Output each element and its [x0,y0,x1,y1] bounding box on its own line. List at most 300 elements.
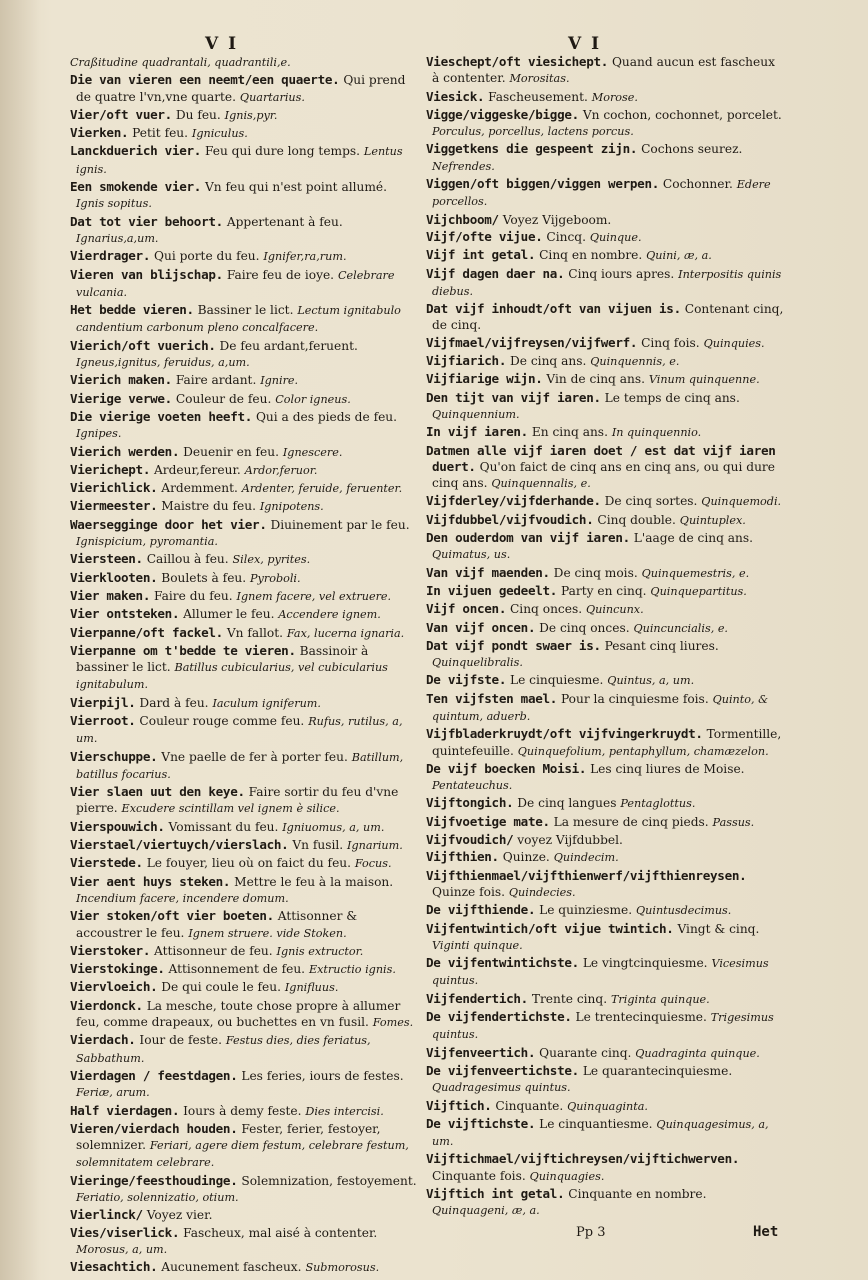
dictionary-entry [70,1259,418,1276]
dictionary-entry [426,1063,784,1097]
entry-latin: Fomes. [372,1016,414,1030]
entry-french: Quinze fois. [432,884,505,899]
entry-latin: Quinquepartitus. [650,584,747,598]
entry-french: L'aage de cinq ans. [633,531,754,546]
dictionary-entry [70,391,418,408]
dictionary-entry [426,176,784,211]
entry-latin: Quinquemestris, e. [641,566,750,580]
entry-latin: Dies intercisi. [305,1104,384,1118]
entry-french: Qui porte du feu. [153,249,260,264]
entry-headword: Vijfenveertich. [426,1044,536,1060]
entry-latin: In quinquennio. [611,426,702,440]
dictionary-entry [70,998,418,1032]
entry-french: Caillou à feu. [146,552,229,567]
dictionary-entry [70,409,418,443]
entry-headword: Dat vijf pondt swaer is. [426,637,601,653]
entry-latin: Igneus,ignitus, feruidus, a,um. [76,356,250,370]
entry-french: Le temps de cinq ans. [604,390,740,405]
dictionary-entry [426,530,784,564]
dictionary-entry [426,54,784,88]
dictionary-entry [70,302,418,337]
dictionary-entry [426,229,784,246]
entry-french: Couleur rouge comme feu. [139,713,305,728]
dictionary-entry [70,874,418,908]
entry-headword: Vierklooten. [70,569,158,585]
entry-french: La mesure de cinq pieds. [553,814,709,829]
entry-french: Cinquante. [495,1098,564,1113]
entry-latin: Quinquennium. [432,407,520,421]
entry-headword: Vierschuppe. [70,748,158,764]
entry-french: Le trentecinquiesme. [575,1010,707,1025]
entry-french: Attisonneur de feu. [153,943,273,958]
entry-headword: Vies/viserlick. [70,1224,180,1240]
entry-french: Le quarantecinquiesme. [582,1063,733,1078]
entry-french: Vomissant du feu. [168,819,279,834]
entry-headword: Datmen alle vijf iaren doet / est dat vijf iaren duert. [426,442,776,474]
entry-latin: Celebrare vulcania. [76,268,395,299]
dictionary-entry [426,849,784,866]
entry-french: Iour de feste. [139,1033,222,1048]
entry-french: De cinq langues [517,796,617,811]
entry-latin: Iaculum igniferum. [212,696,321,710]
dictionary-entry [426,1151,784,1185]
entry-french: Cinquante en nombre. [568,1187,707,1201]
entry-headword: De vijftichste. [426,1115,536,1131]
dictionary-entry [70,943,418,960]
entry-latin: Feriæ, arum. [76,1086,150,1100]
entry-headword: Vigge/viggeske/bigge. [426,106,579,122]
entry-headword: Vijfendertich. [426,990,528,1006]
entry-french: Faire feu de ioye. [226,267,335,282]
entry-headword: Vieren van blijschap. [70,266,223,282]
entry-french: Cinq en nombre. [539,248,643,263]
dictionary-entry [426,424,784,441]
entry-headword: Vijftich. [426,1097,492,1113]
entry-french: Aucunement fascheux. [161,1260,302,1275]
entry-headword: Viggetkens die gespeent zijn. [426,141,638,157]
entry-latin: Color igneus. [275,392,351,406]
entry-latin: Quadragesimus quintus. [432,1081,571,1095]
dictionary-entry [70,72,418,106]
entry-headword: Vierken. [70,125,129,141]
entry-french: Feu qui dure long temps. [204,144,361,159]
dictionary-entry [426,141,784,175]
dictionary-entry [70,338,418,372]
entry-french: Party en cinq. [560,583,647,598]
entry-headword: Vier aent huys steken. [70,873,231,889]
entry-latin: Igniculus. [191,127,248,141]
right-column [426,54,784,1221]
entry-french: Cochons seurez. [641,142,743,157]
entry-latin: Lectum ignitabulo candentium carbonum pleno concalfacere. [76,304,401,335]
entry-french: Quarante cinq. [539,1045,632,1060]
entry-headword: Vijfmael/vijfreysen/vijfwerf. [426,334,638,350]
entry-latin: Ignem struere. vide Stoken. [188,926,347,940]
entry-headword: Vijftichmael/vijftichreysen/vijftichwerven. [426,1151,740,1167]
dictionary-entry [426,390,784,424]
entry-headword: Vier stoken/oft vier boeten. [70,908,274,924]
entry-headword: Vijfderley/vijfderhande. [426,493,601,509]
entry-headword: Vierdonck. [70,997,143,1013]
entry-french: Le cinquantiesme. [539,1116,653,1131]
entry-latin: Ignifer,ra,rum. [263,250,347,264]
dictionary-entry [70,1068,418,1102]
entry-french: Pour la cinquiesme fois. [560,691,709,706]
entry-french: Trente cinq. [531,991,608,1006]
dictionary-entry [70,551,418,568]
dictionary-entry [70,143,418,178]
entry-latin: Quinto, & quintum, aduerb. [432,692,769,723]
entry-headword: Viggen/oft biggen/viggen werpen. [426,176,660,192]
entry-headword: De vijfste. [426,672,507,688]
entry-latin: Batillus cubicularius, vel cubicularius ignitabulum. [76,661,388,692]
entry-latin: Quinquies. [703,336,765,350]
entry-french: Dard à feu. [139,695,209,710]
dictionary-entry [70,267,418,302]
entry-latin: Incendium facere, incendere domum. [76,891,289,905]
entry-headword: Viervloeich. [70,979,158,995]
entry-latin: Fax, lucerna ignaria. [286,626,405,640]
entry-latin: Batillum, batillus focarius. [76,750,404,781]
entry-french: Cinq fois. [641,335,700,350]
entry-french: Du feu. [175,107,221,122]
dictionary-entry [70,695,418,712]
dictionary-entry [70,372,418,389]
entry-latin: Pentaglottus. [620,797,696,811]
entry-headword: Vijftongich. [426,795,514,811]
entry-headword: Vijfiarige wijn. [426,371,543,387]
entry-headword: Vierstoker. [70,942,151,958]
dictionary-entry [70,588,418,605]
catchword: Het [753,1224,779,1240]
entry-headword: Vierstede. [70,855,143,871]
entry-headword: Vieringe/feesthoudinge. [70,1172,238,1188]
dictionary-entry [426,107,784,141]
entry-headword: Viesick. [426,88,485,104]
dictionary-entry [70,819,418,836]
dictionary-entry [70,248,418,265]
entry-headword: Vijfiarich. [426,353,507,369]
entry-french: Appertenant à feu. [226,214,343,229]
entry-latin: Nefrendes. [432,159,495,173]
entry-french: Ardemment. [161,481,238,496]
dictionary-entry [70,961,418,978]
entry-latin: Ignis sopitus. [76,197,152,211]
entry-headword: Vierige verwe. [70,390,172,406]
dictionary-entry [70,107,418,124]
entry-french: Cinq onces. [509,602,583,617]
entry-headword: Viesachtich. [70,1259,158,1275]
dictionary-entry [426,955,784,990]
entry-headword: Vierpanne/oft fackel. [70,624,223,640]
entry-latin: Silex, pyrites. [232,553,311,567]
entry-french: Vn cochon, cochonnet, porcelet. [582,107,782,122]
entry-headword: Vijf int getal. [426,247,536,263]
dictionary-entry [426,1045,784,1062]
entry-french: De cinq ans. [509,354,587,369]
entry-headword: De vijfendertichste. [426,1009,572,1025]
entry-headword: Vierich/oft vuerich. [70,337,216,353]
entry-french: Allumer le feu. [183,607,275,622]
entry-latin: Quinquennis, e. [590,355,680,369]
dictionary-entry [426,512,784,529]
dictionary-entry [426,921,784,955]
dictionary-entry [426,212,784,228]
dictionary-entry [70,179,418,213]
dictionary-entry [70,1121,418,1172]
left-column [70,54,418,1277]
dictionary-entry [426,583,784,600]
entry-latin: Quini, æ, a. [646,249,712,263]
entry-latin: Passus. [712,815,755,829]
entry-french: De feu ardant,feruent. [219,338,358,353]
entry-headword: Een smokende vier. [70,179,202,195]
entry-latin: Ignis,pyr. [224,108,278,122]
entry-headword: Ten vijfsten mael. [426,690,558,706]
dictionary-entry [426,991,784,1008]
entry-headword: Viersteen. [70,551,143,567]
entry-headword: Het bedde vieren. [70,302,194,318]
entry-headword: De vijfentwintichste. [426,955,579,971]
entry-latin: Quinquagies. [529,1169,605,1183]
entry-french: Solemnization, festoyement. [241,1173,417,1188]
entry-latin: Submorosus. [305,1261,380,1275]
entry-headword: Vijfbladerkruydt/oft vijfvingerkruydt. [426,726,703,742]
entry-latin: Quinque. [589,230,642,244]
entry-french: Fascheux, mal aisé à contenter. [183,1225,378,1240]
entry-french: Faire ardant. [175,373,257,388]
entry-latin: Quincunx. [585,603,644,617]
entry-latin: Quartarius. [239,90,305,104]
dictionary-entry [70,498,418,515]
entry-latin: Lentus ignis. [76,145,403,176]
entry-french: Le cinquiesme. [509,673,604,688]
dictionary-entry [426,902,784,919]
entry-latin: Quinquelibralis. [432,656,523,670]
entry-latin: Quinquaginta. [567,1099,648,1113]
dictionary-entry [426,691,784,726]
entry-french: Ardeur,fereur. [153,462,241,477]
entry-headword: Vierstael/viertuych/vierslach. [70,837,289,853]
signature-mark: Pp 3 [576,1225,606,1240]
entry-french: Contenant cinq, de cinq. [432,302,784,333]
dictionary-entry [426,620,784,637]
entry-latin: Ignipes. [76,427,122,441]
entry-french: Le quinziesme. [539,903,633,918]
entry-latin: Interpositis quinis diebus. [432,267,782,298]
entry-latin: Quinquefolium, pentaphyllum, chamæzelon. [517,744,769,758]
dictionary-entry [70,1173,418,1207]
entry-latin: Edere porcellos. [432,178,771,209]
entry-latin: Quimatus, us. [432,548,511,562]
entry-french: Cinquante fois. [432,1168,526,1183]
entry-french: Attisonnement de feu. [168,962,306,977]
entry-french: Qui a des pieds de feu. [255,409,398,424]
entry-headword: Vijfvoetige mate. [426,813,550,829]
entry-headword: Van vijf oncen. [426,619,536,635]
entry-french: La mesche, toute chose propre à allumer feu, comme drapeaux, ou buchettes en vn fusil. [76,998,401,1030]
entry-headword: Vijchboom/ [426,211,499,227]
entry-headword: In vijf iaren. [426,424,528,440]
dictionary-entry [70,54,418,71]
dictionary-entry [70,1225,418,1259]
entry-latin: Ignescere. [282,445,343,459]
entry-headword: Van vijf maenden. [426,564,550,580]
dictionary-entry [70,713,418,748]
entry-headword: Vier ontsteken. [70,606,180,622]
entry-headword: Vijfthien. [426,849,499,865]
dictionary-entry [426,1186,784,1220]
entry-french: Cochonner. [662,177,733,192]
entry-french: Vn feu qui n'est point allumé. [204,180,387,195]
entry-french: Petit feu. [132,126,189,141]
entry-headword: Vierlinck/ [70,1207,143,1223]
entry-french: Cinq iours apres. [568,266,675,281]
entry-headword: Vijfthienmael/vijfthienwerf/vijfthienreysen. [426,867,747,883]
entry-latin: Excudere scintillam vel ignem è silice. [121,802,340,816]
entry-headword: Vieschept/oft viesichept. [426,54,609,69]
entry-french: De qui coule le feu. [161,980,281,995]
entry-latin: Morosus, a, um. [76,1242,168,1256]
entry-french: Quand aucun est fascheux à contenter. [432,55,775,86]
entry-french: Boulets à feu. [161,570,247,585]
entry-headword: Die van vieren een neemt/een quaerte. [70,72,340,88]
entry-latin: Ignipotens. [259,500,324,514]
entry-french: Qu'on faict de cinq ans en cinq ans, ou qui dure cinq ans. [432,459,775,491]
entry-french: Bassiner le lict. [197,303,294,318]
entry-headword: Vier maken. [70,587,151,603]
entry-latin: Ignire. [260,374,299,388]
dictionary-entry [70,480,418,497]
dictionary-entry [426,638,784,672]
entry-headword: Vijf oncen. [426,601,507,617]
entry-headword: Vijfentwintich/oft vijue twintich. [426,920,674,936]
entry-headword: Vijf/ofte vijue. [426,228,543,244]
entry-french: Les feries, iours de festes. [241,1068,404,1083]
dictionary-entry [426,493,784,510]
dictionary-entry [70,1207,418,1223]
entry-french: Diuinement par le feu. [270,517,410,532]
entry-french: Attisonner & accoustrer le feu. [76,909,358,940]
entry-latin: Festus dies, dies feriatus, Sabbathum. [76,1034,371,1065]
dictionary-entry [426,266,784,301]
entry-latin: Trigesimus quintus. [432,1011,774,1042]
entry-latin: Quinquemodi. [701,495,782,509]
dictionary-entry [426,795,784,812]
running-head-right: V I [568,34,602,54]
entry-french: Voyez vier. [146,1208,213,1223]
entry-headword: Vierdagen / feestdagen. [70,1067,238,1083]
dictionary-entry [70,837,418,854]
entry-latin: Triginta quinque. [610,992,710,1006]
entry-latin: Quintusdecimus. [636,904,732,918]
entry-headword: Vieren/vierdach houden. [70,1120,238,1136]
entry-headword: Vijfdubbel/vijfvoudich. [426,511,594,527]
dictionary-entry [426,353,784,370]
entry-latin: Ignis extructor. [276,944,364,958]
entry-headword: Vierichept. [70,461,151,477]
entry-headword: Half vierdagen. [70,1102,180,1118]
entry-headword: Vierroot. [70,712,136,728]
entry-french: Vn fallot. [226,625,284,640]
entry-headword: De vijfthiende. [426,902,536,918]
entry-latin: Viginti quinque. [432,938,523,952]
dictionary-entry [70,462,418,479]
dictionary-entry [426,89,784,106]
running-head-left: V I [205,34,239,54]
entry-latin: Feriatio, solennizatio, otium. [76,1191,239,1204]
dictionary-entry [70,1103,418,1120]
entry-headword: Vijftich int getal. [426,1186,565,1201]
entry-latin: Craßitudine quadrantali, quadrantili,e. [70,56,291,69]
entry-latin: Igniuomus, a, um. [282,820,385,834]
entry-french: Le fouyer, lieu où on faict du feu. [146,856,352,871]
entry-french: Maistre du feu. [161,499,256,514]
entry-latin: Accendere ignem. [278,608,381,622]
entry-latin: Quintus, a, um. [607,674,695,688]
entry-headword: Vier slaen uut den keye. [70,784,245,800]
dictionary-entry [426,1009,784,1044]
entry-headword: De vijf boecken Moisi. [426,760,587,776]
entry-latin: Ignispicium, pyromantia. [76,535,218,549]
entry-french: Iours à demy feste. [183,1103,302,1118]
dictionary-entry [70,214,418,248]
entry-french: Fester, ferier, festoyer, solemnizer. [76,1121,381,1153]
dictionary-entry [426,601,784,618]
dictionary-entry [426,443,784,493]
dictionary-entry [426,868,784,902]
entry-headword: Dat vijf inhoudt/oft van vijuen is. [426,301,681,317]
entry-french: Cinq double. [597,512,676,527]
entry-headword: Vierich maken. [70,372,172,388]
entry-french: Les cinq liures de Moise. [590,761,745,776]
entry-latin: Pentateuchus. [432,779,513,793]
entry-latin: Quadraginta quinque. [635,1046,760,1060]
entry-headword: Vierstokinge. [70,961,165,977]
entry-french: Le vingtcinquiesme. [582,956,708,971]
entry-french: Pesant cinq liures. [604,638,719,653]
entry-latin: Vinum quinquenne. [648,373,760,387]
dictionary-entry [70,855,418,872]
entry-french: Voyez Vijgeboom. [502,212,612,227]
dictionary-entry [70,606,418,623]
entry-latin: Ignarium. [347,839,403,853]
entry-headword: Dat tot vier behoort. [70,213,223,229]
entry-french: Fascheusement. [488,89,588,104]
entry-headword: Den ouderdom van vijf iaren. [426,530,630,546]
entry-latin: Quinquagesimus, a, um. [432,1117,769,1149]
entry-french: voyez Vijfdubbel. [517,833,623,848]
entry-french: De cinq sortes. [604,494,698,509]
entry-latin: Rufus, rutilus, a, um. [76,714,403,746]
dictionary-entry [70,570,418,587]
dictionary-entry [70,784,418,818]
entry-headword: Vierdrager. [70,248,151,264]
entry-headword: Waersegginge door het vier. [70,516,267,532]
entry-latin: Ignarius,a,um. [76,231,159,245]
entry-headword: Lanckduerich vier. [70,143,202,159]
dictionary-entry [426,371,784,388]
entry-latin: Quincuncialis, e. [633,621,728,635]
entry-latin: Porculus, porcellus, lactens porcus. [432,125,634,139]
entry-latin: Morositas. [509,72,570,86]
dictionary-entry [426,1098,784,1115]
entry-latin: Quindecies. [508,885,576,899]
entry-latin: Extructio ignis. [308,963,396,977]
dictionary-entry [70,979,418,996]
entry-french: Qui prend de quatre l'vn,vne quarte. [76,73,406,104]
dictionary-entry [426,247,784,264]
